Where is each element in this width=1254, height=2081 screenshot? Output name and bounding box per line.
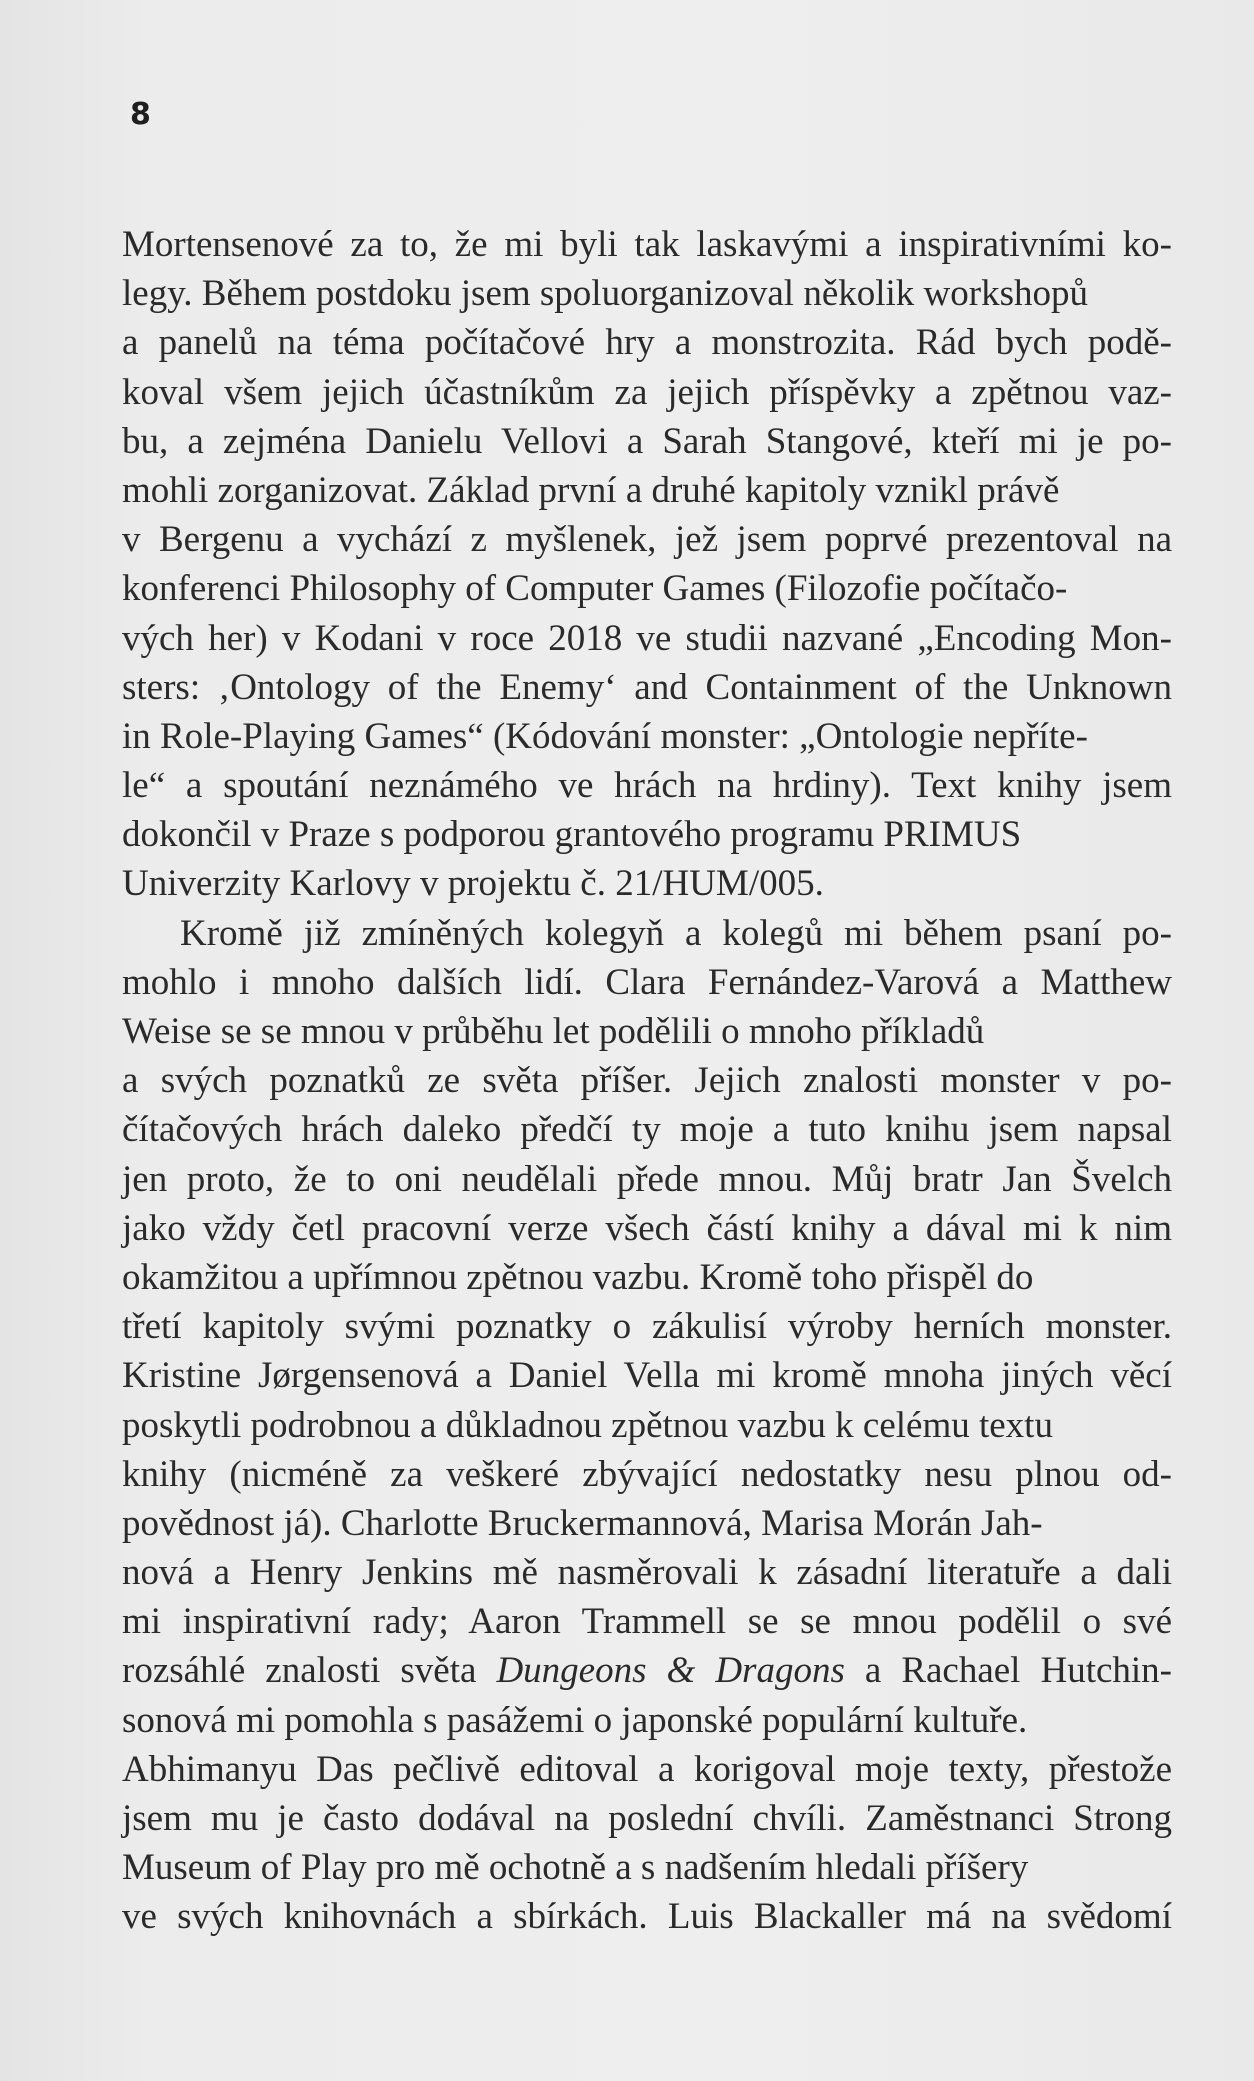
text-line: sters: ‚Ontology of the Enemy‘ and Containment of the Unknown [122,666,1172,708]
text-line: Abhimanyu Das pečlivě editoval a korigoval moje texty, přestože [122,1748,1172,1790]
text-line: jsem mu je často dodával na poslední chvíli. Zaměstnanci Strong [122,1798,1172,1839]
text-segment: a Rachael Hutchin- [844,1650,1173,1692]
text-line: okamžitou a upřímnou zpětnou vazbu. Kromě toho přispěl do [122,1256,1034,1298]
text-line: v Bergenu a vychází z myšlenek, jež jsem poprvé prezentoval na [122,519,1172,561]
text-line: knihy (nicméně za veškeré zbývající nedostatky nesu plnou od- [122,1453,1172,1495]
text-line: jako vždy četl pracovní verze všech částí knihy a dával mi k nim [122,1207,1172,1249]
text-line: mi inspirativní rady; Aaron Trammell se se mnou podělil o své [122,1601,1172,1643]
italic-title: Dungeons & Dragons [496,1650,845,1692]
text-line: le“ a spoutání neznámého ve hrách na hrdiny). Text knihy jsem [122,765,1172,807]
text-line: Univerzity Karlovy v projektu č. 21/HUM/005. [122,863,824,905]
text-line: sonová mi pomohla s pasážemi o japonské populární kultuře. [122,1699,1028,1741]
text-line: jen proto, že to oni neudělali přede mnou. Můj bratr Jan Švelch [122,1158,1172,1200]
text-line: mohli zorganizovat. Základ první a druhé kapitoly vznikl právě [122,469,1060,511]
text-line: nová a Henry Jenkins mě nasměrovali k zásadní literatuře a dali [122,1552,1172,1594]
text-line: mohlo i mnoho dalších lidí. Clara Fernández-Varová a Matthew [122,961,1172,1003]
text-line: Weise se se mnou v průběhu let podělili o mnoho příkladů [122,1011,985,1052]
text-line: Mortensenové za to, že mi byli tak laskavými a inspirativními ko- [122,224,1172,265]
text-line: vých her) v Kodani v roce 2018 ve studii nazvané „Encoding Mon- [122,617,1172,659]
text-line: koval všem jejich účastníkům za jejich příspěvky a zpětnou vaz- [122,371,1172,413]
text-line: legy. Během postdoku jsem spoluorganizoval několik workshopů [122,273,1088,315]
text-line: povědnost já). Charlotte Bruckermannová, Marisa Morán Jah- [122,1502,1043,1544]
text-line: bu, a zejména Danielu Vellovi a Sarah Stangové, kteří mi je po- [122,420,1172,462]
page-number: 8 [130,97,151,132]
text-segment: rozsáhlé znalosti světa [122,1650,497,1692]
text-line: čítačových hrách daleko předčí ty moje a tuto knihu jsem napsal [122,1109,1172,1151]
text-line: dokončil v Praze s podporou grantového programu PRIMUS [122,814,1022,856]
text-line: konferenci Philosophy of Computer Games (Filozofie počítačo- [122,568,1068,610]
text-line: Museum of Play pro mě ochotně a s nadšením hledali příšery [122,1847,1029,1889]
text-line: a svých poznatků ze světa příšer. Jejich znalosti monster v po- [122,1060,1172,1102]
text-line-with-italic [122,1646,1172,1695]
body-text [122,220,1172,1942]
text-line: a panelů na téma počítačové hry a monstrozita. Rád bych podě- [122,322,1172,364]
text-line: třetí kapitoly svými poznatky o zákulisí výroby herních monster. [122,1306,1172,1348]
text-line: Kromě již zmíněných kolegyň a kolegů mi během psaní po- [180,912,1172,954]
text-line: poskytli podrobnou a důkladnou zpětnou vazbu k celému textu [122,1404,1053,1446]
text-line: ve svých knihovnách a sbírkách. Luis Blackaller má na svědomí [122,1896,1172,1938]
text-line: in Role-Playing Games“ (Kódování monster: „Ontologie nepříte- [122,715,1088,757]
text-line: Kristine Jørgensenová a Daniel Vella mi kromě mnoha jiných věcí [122,1355,1172,1397]
